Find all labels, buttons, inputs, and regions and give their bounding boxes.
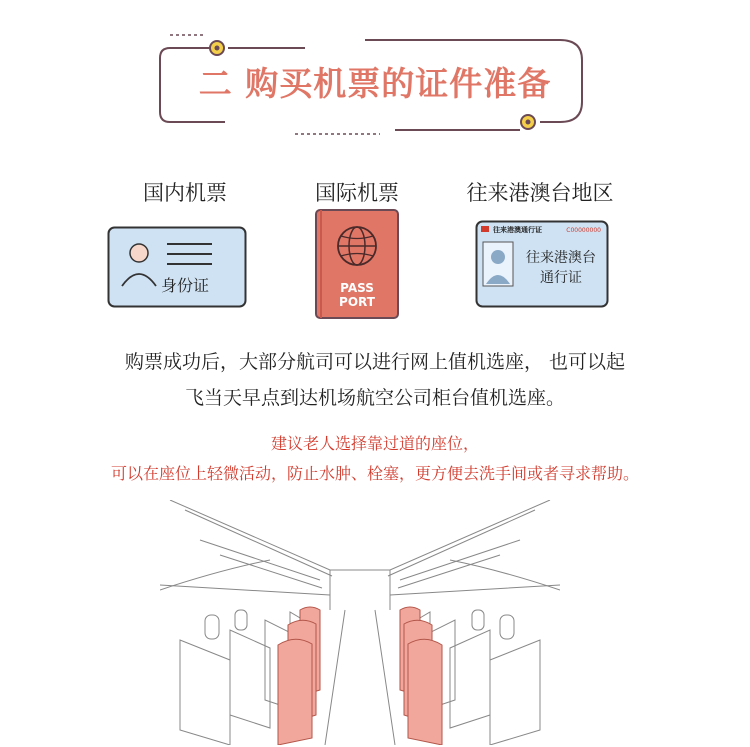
id-card-icon <box>107 226 247 308</box>
aisle-seat-right <box>400 607 442 745</box>
permit-line1: 往来港澳台 <box>526 250 596 266</box>
page-title: 二 购买机票的证件准备 <box>198 64 552 103</box>
category-international: 国际机票 <box>315 181 399 205</box>
permit-header: 往来港澳通行证 <box>493 226 542 234</box>
permit-line2: 通行证 <box>540 270 582 286</box>
category-domestic: 国内机票 <box>143 181 227 205</box>
passport-icon <box>314 208 400 320</box>
dot-icon <box>521 115 535 129</box>
passport-label-line2: PORT <box>339 295 375 309</box>
tip-line-1: 建议老人选择靠过道的座位， <box>270 434 479 453</box>
tip-line-2: 可以在座位上轻微活动，防止水肿、栓塞，更方便去洗手间或者寻求帮助。 <box>110 464 639 483</box>
passport-label-line1: PASS <box>340 281 374 295</box>
category-hkmo: 往来港澳台地区 <box>466 181 614 205</box>
description-line-2: 飞当天早点到达机场航空公司柜台值机选座。 <box>184 387 565 409</box>
hkmo-permit-icon <box>475 220 609 308</box>
description-line-1: 购票成功后，大部分航司可以进行网上值机选座， 也可以起 <box>124 351 626 373</box>
permit-number: C00000000 <box>566 227 601 234</box>
dot-icon <box>210 41 224 55</box>
aisle-seat-left <box>278 607 320 745</box>
airplane-cabin-illustration <box>160 500 560 745</box>
flag-icon <box>481 226 489 232</box>
id-card-label: 身份证 <box>160 276 210 295</box>
